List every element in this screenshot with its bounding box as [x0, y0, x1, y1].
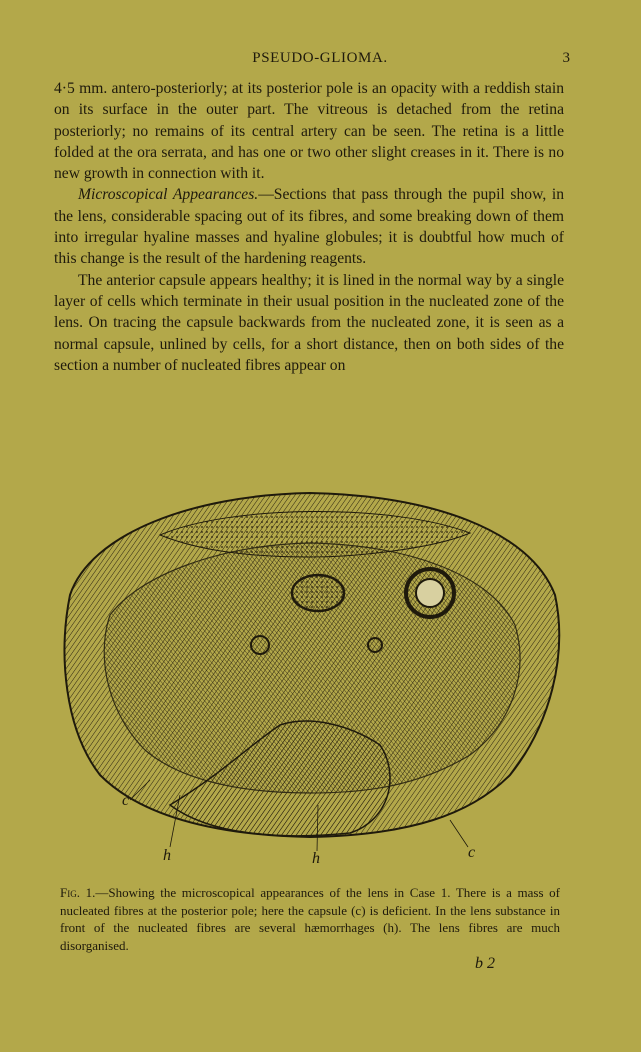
paragraph-2: [54, 184, 564, 269]
figure-caption: [60, 884, 560, 954]
page-number: 3: [562, 50, 570, 66]
figure-id: Fig. 1.: [60, 885, 96, 900]
caption-text: —Showing the microscopical appearances of the lens in Case 1. There is a mass of nucleated fibres at the posterior pole; here the capsule (c) is deficient. In the lens substance in front of the nucleated fibres are several hæmorrhages (h). The lens fibres are much disorganised.: [60, 885, 560, 953]
page-header: [60, 50, 580, 72]
running-head: PSEUDO-GLIOMA.: [252, 50, 388, 66]
body-text: [54, 78, 564, 376]
lens-figure: [50, 475, 570, 870]
signature-mark: b 2: [475, 955, 495, 972]
lens-illustration: [50, 475, 570, 870]
section-heading-microscopical: Microscopical Appearances.: [78, 186, 259, 204]
paragraph-2-text: —Sections that pass through the pupil show, in the lens, considerable spacing out of its fibres, and some breaking down of them into irregular hyaline masses and hyaline globules; it is doubtful how much of this change is the result of the hardening reagents.: [54, 186, 564, 268]
label-c-right: c: [468, 844, 476, 861]
label-h-center: h: [312, 850, 320, 867]
label-c-left: c: [122, 792, 130, 809]
paragraph-3: The anterior capsule appears healthy; it is lined in the normal way by a single layer of cells which terminate in their usual position in the nucleated zone of the lens. On tracing the capsule backwards from the nucleated zone, it is seen as a normal capsule, unlined by cells, for a short distance, then on both sides of the section a number of nucleated fibres appear on: [54, 271, 564, 374]
label-h-left: h: [163, 847, 171, 864]
paragraph-1: 4·5 mm. antero-posteriorly; at its posterior pole is an opacity with a reddish stain on its surface in the outer part. The vitreous is detached from the retina posteriorly; no remains of its central artery can be seen. The retina is a little folded at the ora serrata, and has one or two other slight creases in it. There is no new growth in connection with it.: [54, 80, 564, 183]
